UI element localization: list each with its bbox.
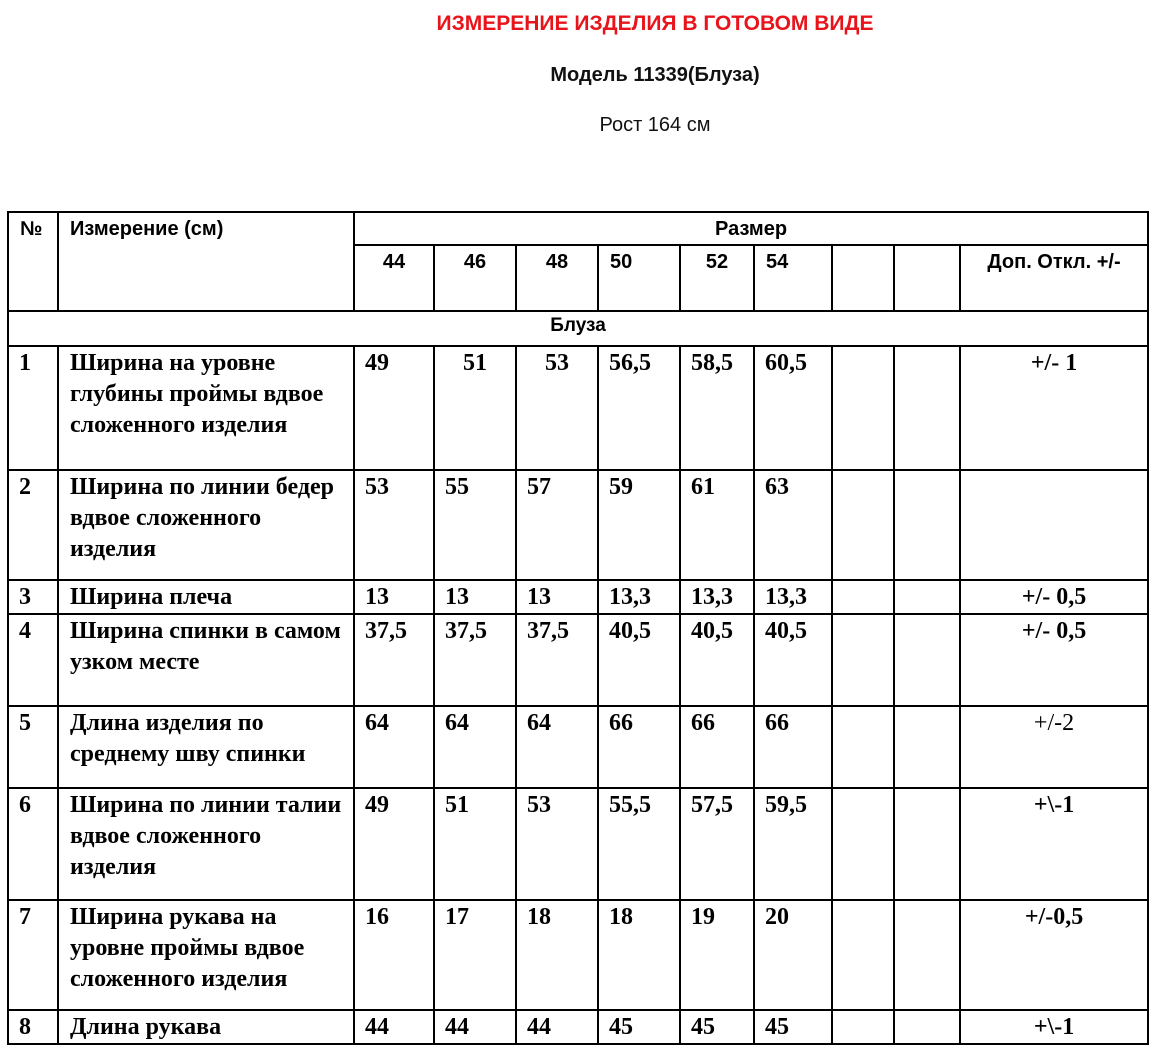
document-title: ИЗМЕРЕНИЕ ИЗДЕЛИЯ В ГОТОВОМ ВИДЕ [436,12,874,35]
row-value: 55,5 [598,788,680,900]
row-value: 64 [434,706,516,788]
row-value: 44 [354,1010,434,1044]
row-measure-name: Ширина плеча [58,580,354,614]
empty-cell [894,470,960,580]
empty-cell [832,470,894,580]
row-measure-name: Ширина спинки в самом узком месте [58,614,354,706]
row-value: 64 [354,706,434,788]
table-row [8,614,1148,706]
row-value: 64 [516,706,598,788]
row-value: 40,5 [754,614,832,706]
row-value: 66 [598,706,680,788]
row-value: 56,5 [598,346,680,470]
row-value: 13 [516,580,598,614]
row-value: 59 [598,470,680,580]
size-46: 46 [434,245,516,311]
row-value: 57 [516,470,598,580]
empty-cell [832,580,894,614]
row-value: 16 [354,900,434,1010]
row-value: 20 [754,900,832,1010]
table-row [8,788,1148,900]
row-number: 3 [8,580,58,614]
empty-cell [894,788,960,900]
row-value: 51 [434,788,516,900]
row-tolerance [960,470,1148,580]
section-label: Блуза [8,311,1148,346]
table-row [8,1010,1148,1044]
row-value: 51 [434,346,516,470]
row-value: 53 [354,470,434,580]
row-tolerance: +/- 0,5 [960,614,1148,706]
row-value: 13 [434,580,516,614]
row-value: 59,5 [754,788,832,900]
table-row [8,580,1148,614]
header-row [8,212,1148,245]
row-value: 66 [754,706,832,788]
row-value: 13,3 [680,580,754,614]
row-value: 13,3 [598,580,680,614]
col-no-header: № [8,212,58,311]
row-value: 49 [354,346,434,470]
row-value: 13 [354,580,434,614]
empty-cell [832,614,894,706]
row-value: 61 [680,470,754,580]
row-measure-name: Длина изделия по среднему шву спинки [58,706,354,788]
row-tolerance: +/-2 [960,706,1148,788]
row-value: 63 [754,470,832,580]
row-value: 44 [434,1010,516,1044]
row-value: 45 [598,1010,680,1044]
row-value: 37,5 [516,614,598,706]
row-measure-name: Ширина по линии бедер вдвое сложенного изделия [58,470,354,580]
table-row [8,346,1148,470]
row-tolerance: +/- 1 [960,346,1148,470]
table-row [8,900,1148,1010]
empty-cell [894,1010,960,1044]
row-number: 6 [8,788,58,900]
row-value: 17 [434,900,516,1010]
empty-cell [894,900,960,1010]
row-value: 40,5 [598,614,680,706]
empty-cell [832,1010,894,1044]
row-number: 8 [8,1010,58,1044]
row-value: 18 [598,900,680,1010]
empty-cell [832,900,894,1010]
row-value: 37,5 [354,614,434,706]
row-number: 2 [8,470,58,580]
row-value: 13,3 [754,580,832,614]
row-value: 60,5 [754,346,832,470]
measurement-table [7,211,1149,1045]
col-tolerance-header: Доп. Откл. +/- [960,245,1148,311]
row-value: 45 [754,1010,832,1044]
row-value: 40,5 [680,614,754,706]
empty-cell [894,706,960,788]
empty-cell [832,788,894,900]
row-value: 44 [516,1010,598,1044]
empty-size-cell [894,245,960,311]
row-tolerance: +/-0,5 [960,900,1148,1010]
size-48: 48 [516,245,598,311]
row-value: 55 [434,470,516,580]
row-value: 49 [354,788,434,900]
row-measure-name: Ширина рукава на уровне проймы вдвое сложенного изделия [58,900,354,1010]
row-value: 19 [680,900,754,1010]
row-number: 7 [8,900,58,1010]
row-value: 37,5 [434,614,516,706]
row-measure-name: Длина рукава [58,1010,354,1044]
size-50: 50 [598,245,680,311]
empty-cell [832,346,894,470]
row-tolerance: +/- 0,5 [960,580,1148,614]
row-value: 66 [680,706,754,788]
empty-cell [832,706,894,788]
height-label: Рост 164 см [599,114,711,136]
col-measure-header: Измерение (см) [58,212,354,311]
section-row [8,311,1148,346]
row-value: 45 [680,1010,754,1044]
row-value: 57,5 [680,788,754,900]
col-size-header: Размер [354,212,1148,245]
size-52: 52 [680,245,754,311]
empty-size-cell [832,245,894,311]
table-row [8,706,1148,788]
size-54: 54 [754,245,832,311]
empty-cell [894,346,960,470]
row-tolerance: +\-1 [960,1010,1148,1044]
model-label: Модель 11339(Блуза) [550,64,760,86]
row-number: 4 [8,614,58,706]
empty-cell [894,580,960,614]
row-tolerance: +\-1 [960,788,1148,900]
empty-cell [894,614,960,706]
row-measure-name: Ширина на уровне глубины проймы вдвое сложенного изделия [58,346,354,470]
row-number: 5 [8,706,58,788]
row-value: 58,5 [680,346,754,470]
row-number: 1 [8,346,58,470]
table-row [8,470,1148,580]
size-44: 44 [354,245,434,311]
row-measure-name: Ширина по линии талии вдвое сложенного изделия [58,788,354,900]
row-value: 18 [516,900,598,1010]
row-value: 53 [516,346,598,470]
row-value: 53 [516,788,598,900]
